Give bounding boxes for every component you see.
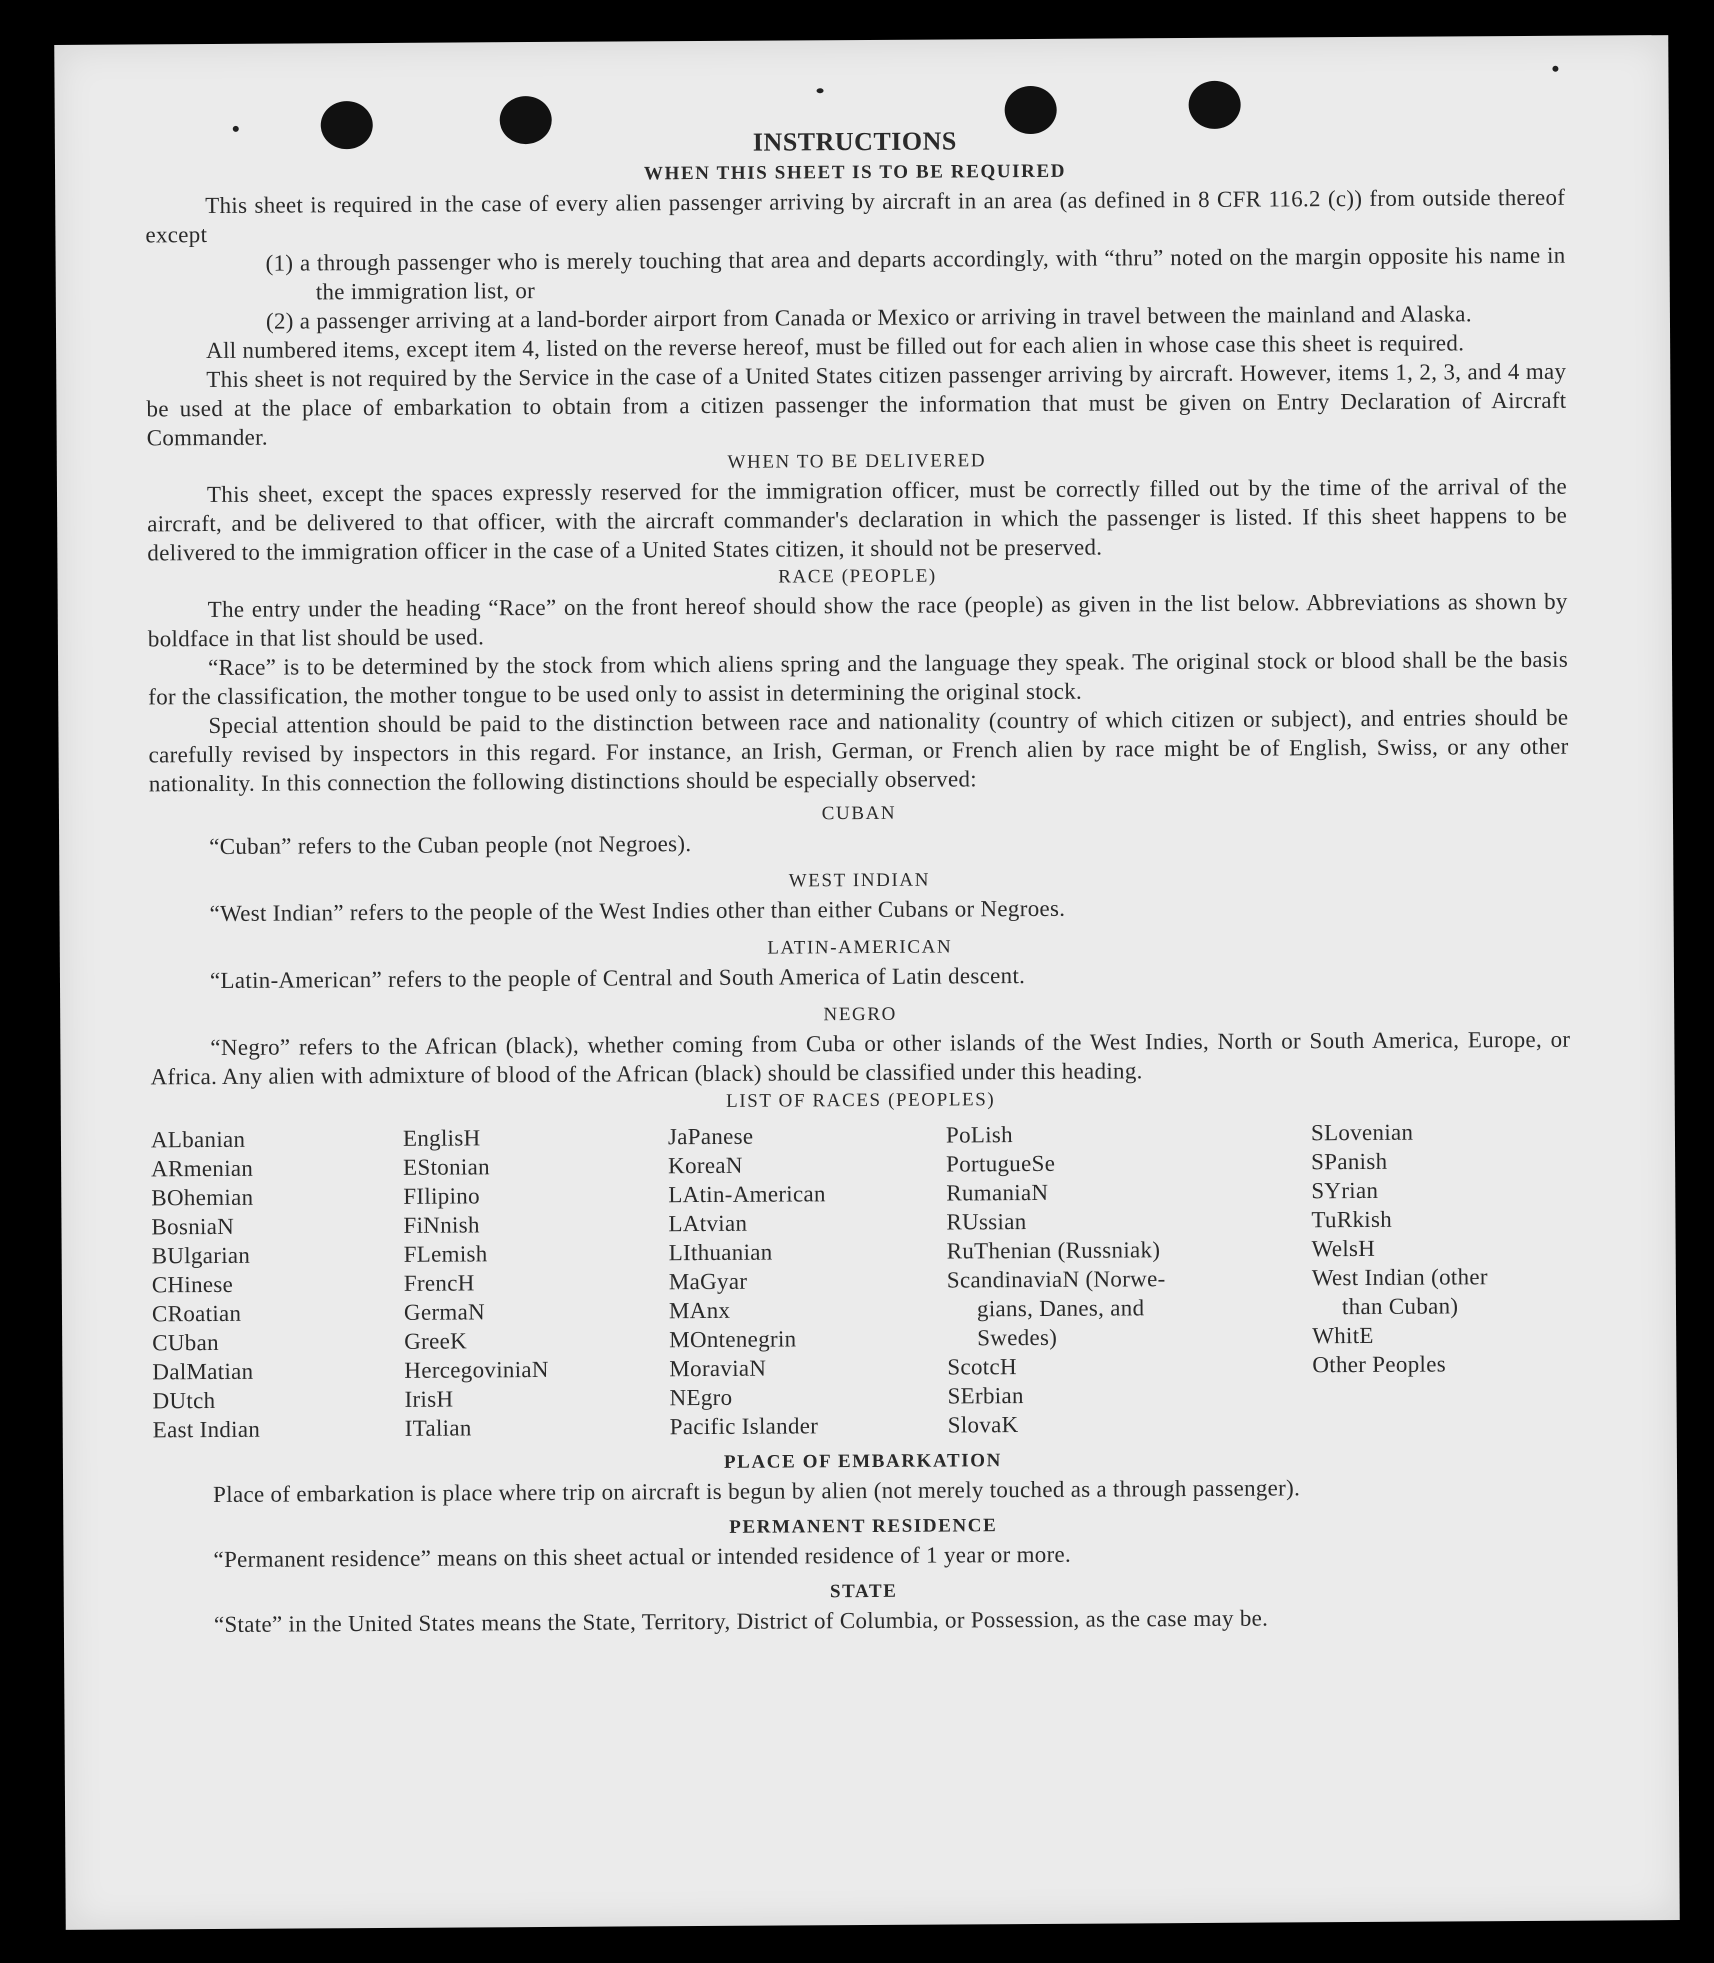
race-item: LAtin-American [668,1181,826,1208]
race-item: ALbanian [150,1126,246,1153]
instructions-content [145,121,1574,1640]
race-column [151,1124,405,1445]
section-heading: LATIN-AMERICAN [767,936,953,959]
race-item: GreeK [404,1328,468,1354]
race-item: MOntenegrin [669,1326,797,1353]
race-item: RUssian [946,1209,1027,1235]
paragraph: “Permanent residence” means on this sheet actual or intended residence of 1 year or more. [213,1541,1072,1573]
race-item: SPanish [1311,1148,1388,1175]
race-item: ITalian [404,1415,472,1441]
section-heading: PERMANENT RESIDENCE [729,1515,998,1538]
race-column [403,1122,670,1443]
paragraph: All numbered items, except item 4, listed on the reverse hereof, must be filled out for each alien in whose case this sheet is required. [206,330,1465,364]
race-item: CUban [152,1329,219,1356]
section-heading: WHEN THIS SHEET IS TO BE REQUIRED [643,160,1067,185]
race-item: Swedes) [977,1324,1058,1351]
race-column [946,1118,1313,1439]
race-item: JaPanese [667,1123,754,1150]
section-heading: RACE (PEOPLE) [778,565,937,588]
page-title: INSTRUCTIONS [752,126,957,157]
race-item: IrisH [404,1386,454,1412]
race-item: ARmenian [151,1155,254,1182]
speck [817,88,824,93]
race-item: PoLish [945,1122,1013,1148]
race-item: SYrian [1311,1177,1379,1204]
race-item: TuRkish [1311,1206,1393,1233]
race-item: EStonian [403,1154,490,1180]
race-item: ScandinaviaN (Norwe- [946,1266,1166,1293]
race-item: LAtvian [668,1210,748,1237]
section-heading: WEST INDIAN [788,869,931,892]
section-heading: CUBAN [821,802,897,825]
speck [1552,66,1558,72]
paragraph: This sheet is required in the case of every alien passenger arriving by aircraft in an area (as defined in 8 CFR 116.2 (c)) from outside thereof except [145,184,1566,248]
race-item: DalMatian [152,1358,254,1385]
paragraph: This sheet, except the spaces expressly reserved for the immigration officer, must be correctly filled out by the time of the arrival of the aircraft, and be delivered to that officer, with the aircraft commander's declaration in which the passenger is listed. If this sheet happens to be delivered to the immigration officer in the case of a United States citizen, it should not be preserved. [147,473,1568,566]
race-item: SLovenian [1310,1119,1414,1146]
race-list [151,1117,1573,1445]
race-item: MaGyar [668,1268,748,1295]
race-item: ScotcH [947,1354,1017,1380]
paragraph: This sheet is not required by the Service in the case of a United States citizen passenger arriving by aircraft. However, items 1, 2, 3, and 4 may be used at the place of embarkation to obtain from a citizen passenger the information that must be given on Entry Declaration of Aircraft Commander. [146,358,1567,451]
race-item: DUtch [152,1387,216,1414]
race-item: FrencH [403,1270,475,1296]
race-item: gians, Danes, and [976,1295,1145,1322]
list-item: (2) a passenger arriving at a land-border airport from Canada or Mexico or arriving in travel between the mainland and Alaska. [265,301,1472,334]
race-item: Other Peoples [1312,1351,1446,1378]
paragraph: “Cuban” refers to the Cuban people (not Negroes). [209,831,692,860]
race-item: NEgro [669,1384,733,1411]
race-item: HercegoviniaN [404,1356,549,1383]
race-item: MoraviaN [669,1355,767,1382]
race-item: FiNnish [403,1212,480,1238]
section-heading: PLACE OF EMBARKATION [723,1450,1002,1473]
race-item: BOhemian [151,1184,254,1211]
race-item: West Indian (other [1311,1264,1488,1291]
race-item: FIlipino [403,1183,480,1209]
race-item: WhitE [1312,1322,1374,1349]
race-item: PortugueSe [946,1150,1056,1177]
race-item: GermaN [403,1299,486,1325]
paragraph: “Latin-American” refers to the people of Central and South America of Latin descent. [209,963,1026,994]
race-item: BosniaN [151,1213,235,1240]
race-column [668,1121,948,1442]
race-item: than Cuban) [1341,1293,1459,1320]
paragraph: The entry under the heading “Race” on the front hereof should show the race (people) as given in the list below. Abbreviations as shown by boldface in that list should be used. [147,588,1568,652]
race-item: Pacific Islander [669,1413,819,1440]
race-item: SlovaK [947,1412,1019,1438]
race-column [1311,1117,1573,1438]
paragraph: Special attention should be paid to the distinction between race and nationality (country of which citizen or subject), and entries should be carefully revised by inspectors in this regard. For instance, an Irish, German, or French alien by race might be of English, Swiss, or any other nationality. In this connection the following distinctions should be especially observed: [148,704,1569,797]
race-item: CHinese [151,1271,234,1298]
race-item: CRoatian [151,1300,242,1327]
list-item: (1) a through passenger who is merely touching that area and departs accordingly, with “thru” noted on the margin opposite his name in the immigration list, or [265,242,1566,305]
section-heading: STATE [829,1580,898,1603]
race-item: RuThenian (Russniak) [946,1237,1161,1264]
race-item: SErbian [947,1383,1024,1409]
section-heading: LIST OF RACES (PEOPLES) [726,1089,996,1112]
race-item: KoreaN [668,1152,743,1179]
paragraph: “Negro” refers to the African (black), whether coming from Cuba or other islands of the West Indies, North or South America, Europe, or Africa. Any alien with admixture of blood of the African (black) should be classified under this heading. [150,1026,1571,1090]
paragraph: “West Indian” refers to the people of the West Indies other than either Cubans or Negroes. [209,895,1066,927]
paragraph: Place of embarkation is place where trip on aircraft is begun by alien (not merely touched as a through passenger). [213,1475,1301,1508]
race-item: EnglisH [402,1125,481,1151]
race-item: East Indian [152,1416,261,1443]
race-item: BUlgarian [151,1242,251,1269]
section-heading: WHEN TO BE DELIVERED [727,450,987,473]
race-item: LIthuanian [668,1239,773,1266]
race-item: MAnx [668,1297,731,1324]
race-item: RumaniaN [946,1179,1049,1206]
race-item: WelsH [1311,1235,1376,1262]
race-item: FLemish [403,1241,488,1267]
paragraph: “State” in the United States means the State, Territory, District of Columbia, or Possession, as the case may be. [213,1605,1269,1638]
section-heading: NEGRO [823,1003,897,1026]
document-sheet [54,35,1679,1930]
paragraph: “Race” is to be determined by the stock from which aliens spring and the language they speak. The original stock or blood shall be the basis for the classification, the mother tongue to be used only to assist in determining the original stock. [148,646,1569,710]
